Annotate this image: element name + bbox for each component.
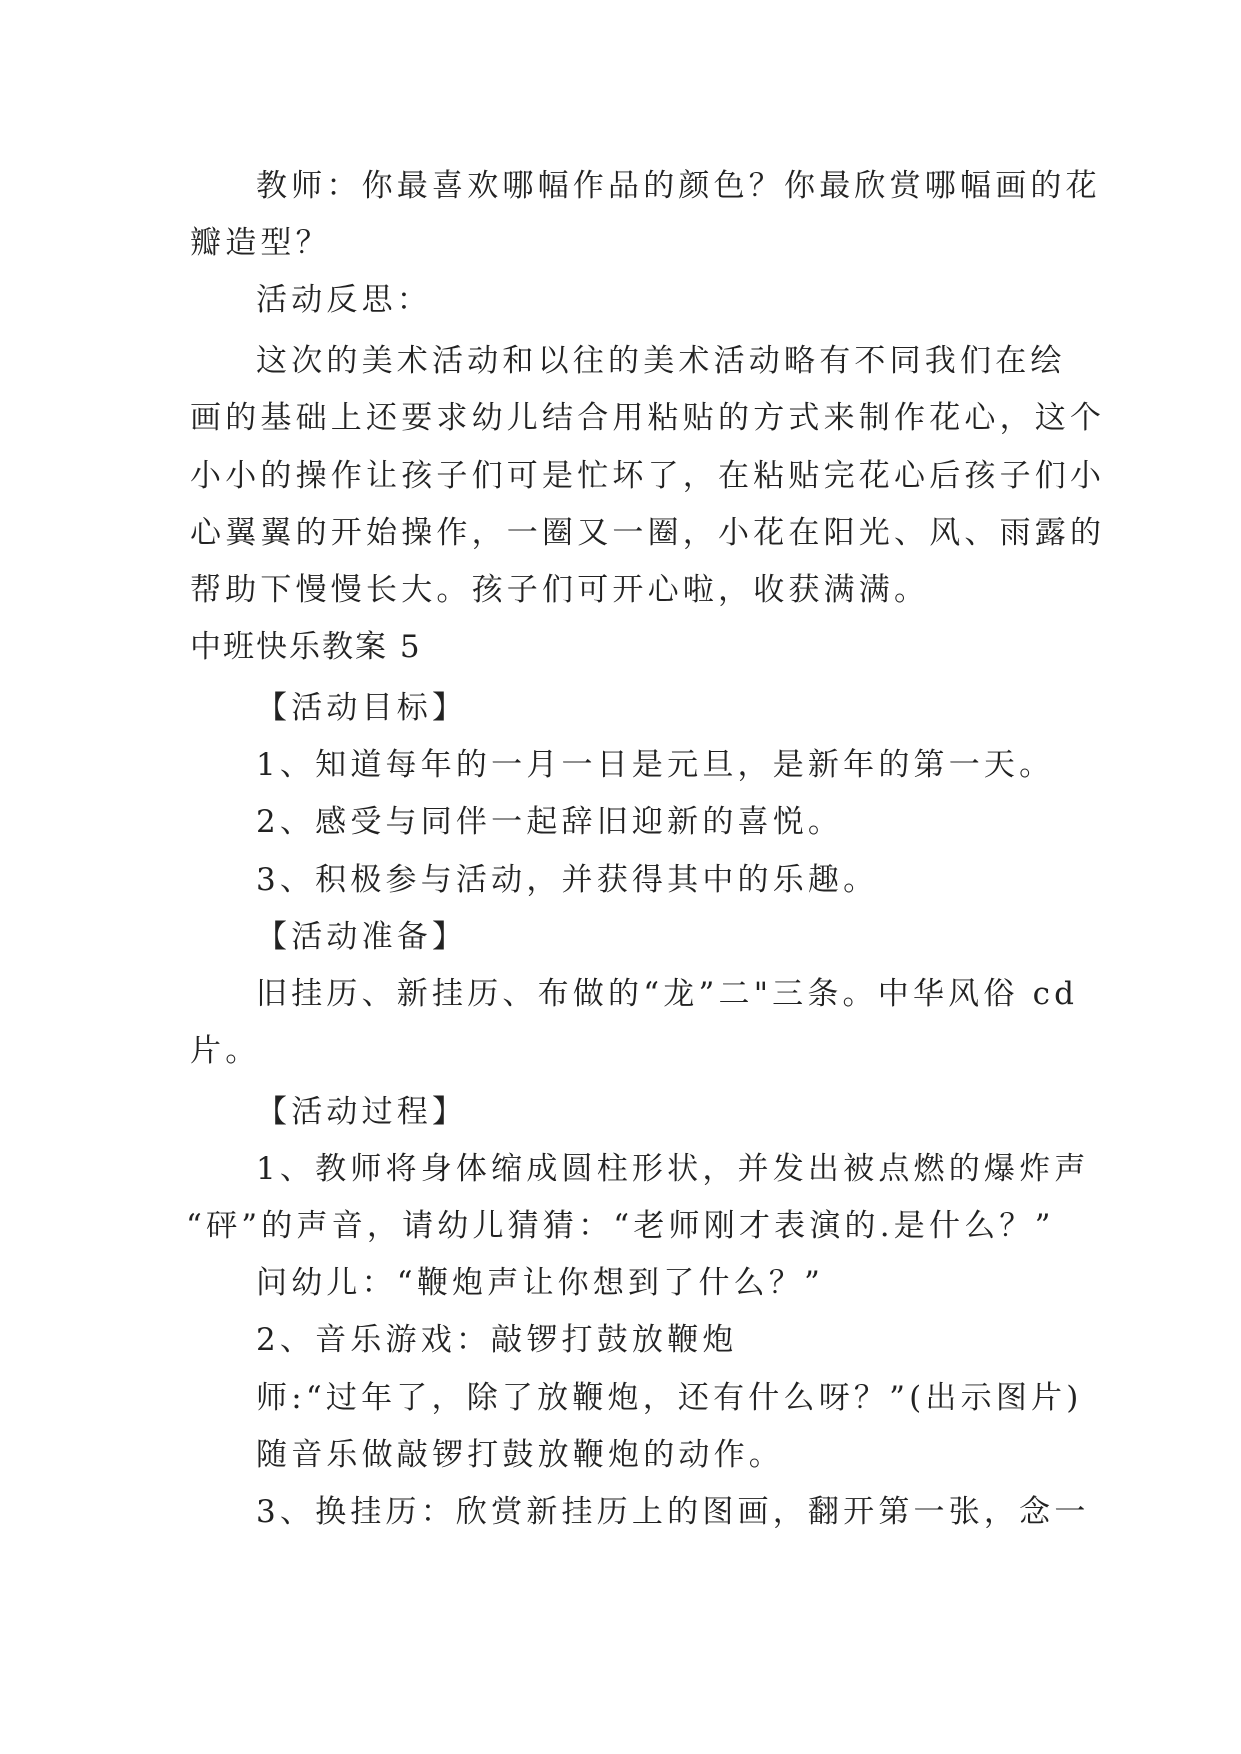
paragraph-line: 旧挂历、新挂历、布做的“龙”二"三条。中华风俗 cd: [256, 976, 1079, 1012]
paragraph-line: 1、教师将身体缩成圆柱形状，并发出被点燃的爆炸声: [256, 1151, 1090, 1187]
subsection-heading: 【活动目标】: [256, 690, 468, 726]
paragraph-line: 瓣造型？: [190, 225, 331, 261]
paragraph-line: 心翼翼的开始操作，一圈又一圈，小花在阳光、风、雨露的: [190, 515, 1106, 551]
paragraph-line: 师:“过年了，除了放鞭炮，还有什么呀？”(出示图片): [256, 1380, 1083, 1416]
paragraph-line: 小小的操作让孩子们可是忙坏了，在粘贴完花心后孩子们小: [190, 458, 1106, 494]
list-item: 3、积极参与活动，并获得其中的乐趣。: [256, 862, 879, 898]
list-item: 1、知道每年的一月一日是元旦，是新年的第一天。: [256, 747, 1055, 783]
paragraph-line: 这次的美术活动和以往的美术活动略有不同我们在绘: [256, 343, 1066, 379]
paragraph-line: 活动反思：: [256, 282, 432, 318]
paragraph-line: 3、换挂历：欣赏新挂历上的图画，翻开第一张，念一: [256, 1494, 1090, 1530]
paragraph-line: 问幼儿：“鞭炮声让你想到了什么？”: [256, 1265, 825, 1301]
subsection-heading: 【活动过程】: [256, 1094, 468, 1130]
list-item: 2、感受与同伴一起辞旧迎新的喜悦。: [256, 804, 844, 840]
paragraph-line: 2、音乐游戏：敲锣打鼓放鞭炮: [256, 1322, 738, 1358]
paragraph-line: 片。: [190, 1033, 261, 1069]
paragraph-line: 随音乐做敲锣打鼓放鞭炮的动作。: [256, 1437, 784, 1473]
paragraph-line: 帮助下慢慢长大。孩子们可开心啦，收获满满。: [190, 572, 930, 608]
paragraph-line: “砰”的声音，请幼儿猜猜：“老师刚才表演的.是什么？”: [186, 1208, 1055, 1244]
subsection-heading: 【活动准备】: [256, 919, 468, 955]
paragraph-line: 教师：你最喜欢哪幅作品的颜色？你最欣赏哪幅画的花: [256, 168, 1101, 204]
paragraph-line: 画的基础上还要求幼儿结合用粘贴的方式来制作花心，这个: [190, 400, 1106, 436]
section-heading: 中班快乐教案 5: [190, 629, 422, 665]
